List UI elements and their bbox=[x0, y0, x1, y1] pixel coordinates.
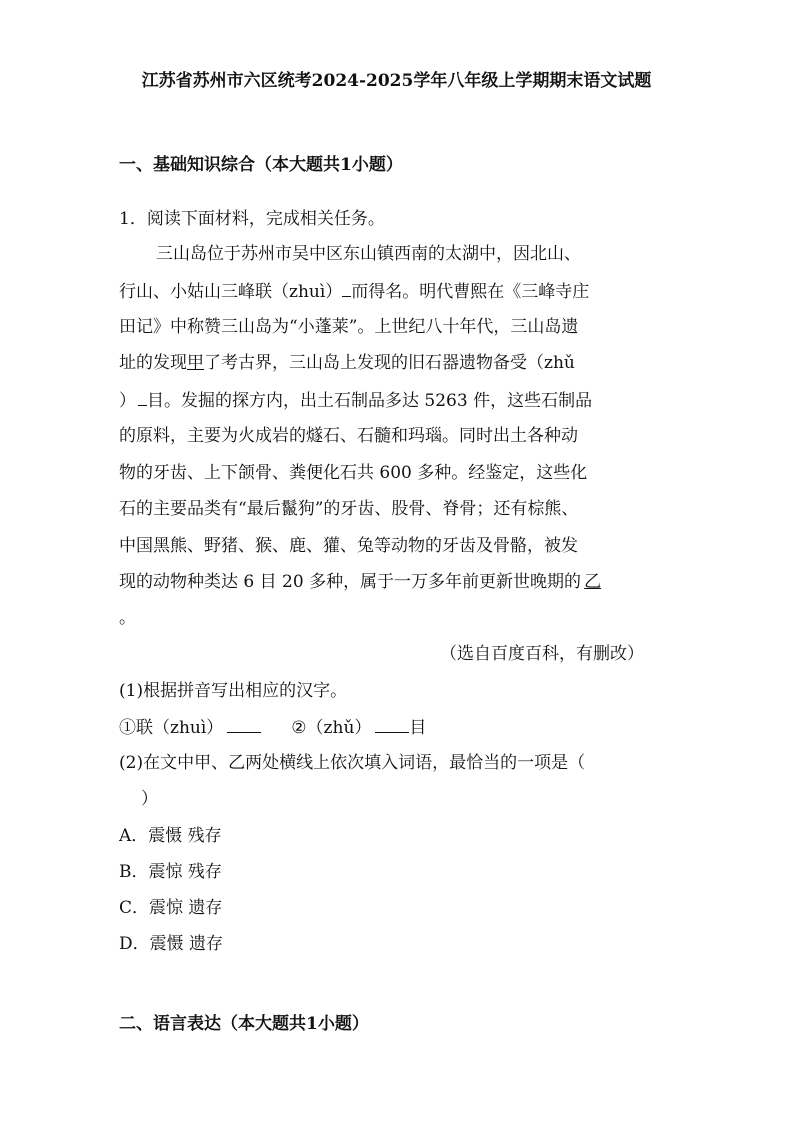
sub-question-1-items bbox=[119, 716, 426, 739]
answer-blank-1 bbox=[227, 716, 261, 733]
section-2-heading: 二、语言表达（本大题共1小题） bbox=[119, 1014, 369, 1034]
passage-line: 。 bbox=[119, 608, 136, 628]
sub-question-2-bracket: ） bbox=[141, 789, 158, 809]
blank-jia: 甲 bbox=[187, 353, 204, 373]
passage-line: 三山岛位于苏州市吴中区东山镇西南的太湖中，因北山、 bbox=[156, 244, 581, 264]
item-2-tail: 目 bbox=[409, 718, 427, 738]
item-1-label: ①联（zhuì） bbox=[119, 718, 224, 738]
passage-line: 的原料，主要为火成岩的燧石、石髓和玛瑙。同时出土各种动 bbox=[119, 426, 578, 446]
passage-line bbox=[119, 571, 601, 593]
passage-line: 石的主要品类有“最后鬣狗”的牙齿、股骨、脊骨；还有棕熊、 bbox=[119, 499, 579, 519]
passage-text: 址的发现 bbox=[119, 353, 187, 373]
option-a: A．震慑 残存 bbox=[119, 826, 222, 846]
passage-line bbox=[119, 280, 589, 303]
passage-text: 现的动物种类达 6 目 20 多种，属于一万多年前更新世晚期的 bbox=[119, 572, 582, 592]
answer-blank-2 bbox=[375, 716, 409, 733]
sub-question-2: (2)在文中甲、乙两处横线上依次填入词语，最恰当的一项是（ bbox=[119, 753, 586, 773]
option-b: B．震惊 残存 bbox=[119, 862, 222, 882]
question-1-stem: 1．阅读下面材料，完成相关任务。 bbox=[119, 209, 385, 229]
passage-line: 田记》中称赞三山岛为“小蓬莱”。上世纪八十年代，三山岛遗 bbox=[119, 317, 579, 337]
blank-line bbox=[342, 280, 351, 297]
passage-line: 中国黑熊、野猪、猴、鹿、獾、兔等动物的牙齿及骨骼，被发 bbox=[119, 536, 578, 556]
item-2-label: ②（zhǔ） bbox=[291, 718, 372, 738]
passage-text: 行山、小姑山三峰联（zhuì） bbox=[119, 282, 343, 302]
option-d: D．震慑 遗存 bbox=[119, 934, 224, 954]
passage-text: 而得名。明代曹熙在《三峰寺庄 bbox=[351, 282, 590, 302]
passage-text: 了考古界，三山岛上发现的旧石器遗物备受（zhǔ bbox=[204, 353, 575, 373]
passage-text: ） bbox=[119, 391, 136, 411]
option-c: C．震惊 遗存 bbox=[119, 898, 223, 918]
blank-yi: 乙 bbox=[584, 572, 602, 592]
section-1-heading: 一、基础知识综合（本大题共1小题） bbox=[119, 155, 403, 175]
passage-line bbox=[119, 352, 575, 374]
passage-text: 目。发掘的探方内，出土石制品多达 5263 件，这些石制品 bbox=[147, 391, 593, 411]
blank-line bbox=[138, 389, 147, 406]
passage-line bbox=[119, 389, 592, 412]
sub-question-1: (1)根据拼音写出相应的汉字。 bbox=[119, 681, 348, 701]
passage-source: （选自百度百科，有删改） bbox=[440, 644, 644, 664]
document-title: 江苏省苏州市六区统考2024-2025学年八年级上学期期末语文试题 bbox=[141, 71, 652, 91]
passage-line: 物的牙齿、上下颌骨、粪便化石共 600 多种。经鉴定，这些化 bbox=[119, 463, 588, 483]
